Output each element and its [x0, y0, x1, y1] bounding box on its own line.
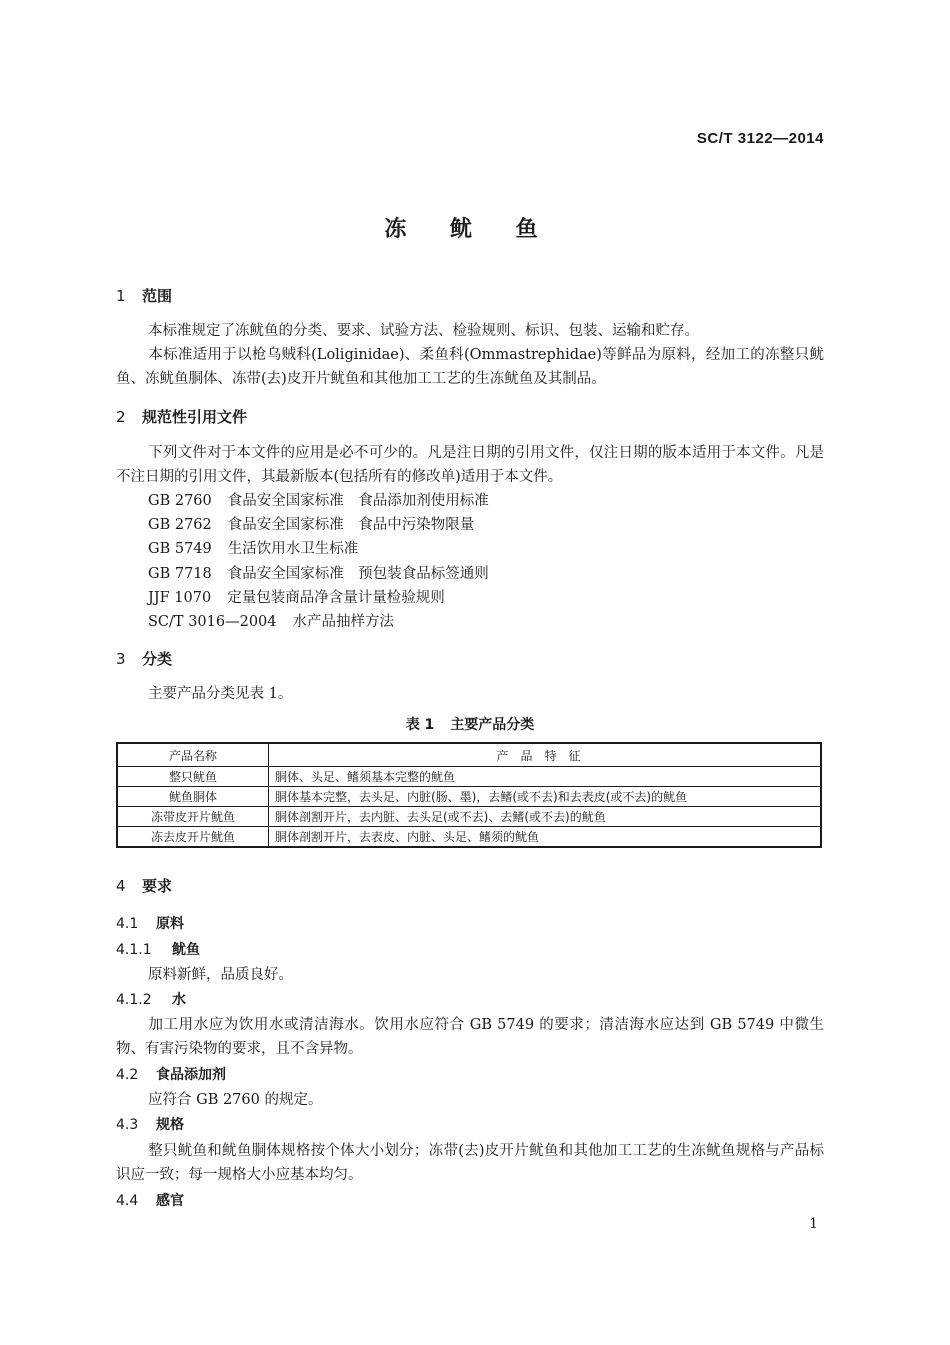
column-header-name: 产品名称	[117, 743, 269, 767]
section-number: 1	[116, 287, 126, 305]
section-4-1-1-heading	[116, 939, 200, 959]
section-number: 4	[116, 877, 126, 895]
product-feature-cell: 胴体剖割开片，去内脏、去头足(或不去)、去鳍(或不去)的鱿鱼	[269, 807, 822, 827]
section-title: 食品添加剂	[156, 1067, 226, 1083]
document-title: 冻 鱿 鱼	[384, 217, 556, 242]
section-1-heading	[116, 285, 172, 306]
section-title: 分类	[142, 650, 173, 668]
reference-item: JJF 1070 定量包装商品净含量计量检验规则	[148, 590, 445, 606]
section-4-heading	[116, 875, 172, 896]
section-title: 要求	[142, 877, 173, 895]
reference-item: SC/T 3016—2004 水产品抽样方法	[148, 614, 394, 630]
table-header-row	[117, 743, 821, 767]
section-number: 3	[116, 650, 126, 668]
column-header-feature: 产品特征	[269, 743, 822, 767]
section-1-paragraph-2: 本标准适用于以枪乌贼科(Loliginidae)、柔鱼科(Ommastrephidae)等鲜品为原料，经加工的冻整只鱿鱼、冻鱿鱼胴体、冻带(去)皮开片鱿鱼和其他加工工艺的生冻鱿鱼及其制品。	[116, 347, 824, 387]
product-feature-cell: 胴体基本完整，去头足、内脏(肠、墨)，去鳍(或不去)和去表皮(或不去)的鱿鱼	[269, 787, 822, 807]
section-title: 水	[172, 992, 186, 1008]
section-1-paragraph-1: 本标准规定了冻鱿鱼的分类、要求、试验方法、检验规则、标识、包装、运输和贮存。	[148, 323, 699, 339]
table-1-caption	[0, 714, 940, 734]
reference-item: GB 7718 食品安全国家标准 预包装食品标签通则	[148, 566, 489, 582]
section-3-heading	[116, 648, 172, 669]
section-4-2-heading	[116, 1064, 226, 1084]
section-title: 规范性引用文件	[142, 408, 248, 426]
product-classification-table	[116, 742, 822, 848]
page-number: 1	[809, 1216, 818, 1232]
section-title: 范围	[142, 287, 173, 305]
section-3-paragraph-1: 主要产品分类见表 1。	[148, 686, 293, 702]
product-feature-cell: 胴体、头足、鳍须基本完整的鱿鱼	[269, 767, 822, 787]
section-title: 感官	[156, 1193, 184, 1209]
product-feature-cell: 胴体剖割开片，去表皮、内脏、头足、鳍须的鱿鱼	[269, 827, 822, 848]
reference-item: GB 5749 生活饮用水卫生标准	[148, 541, 359, 557]
reference-item: GB 2762 食品安全国家标准 食品中污染物限量	[148, 517, 475, 533]
table-title: 主要产品分类	[450, 717, 535, 733]
section-title: 规格	[156, 1117, 184, 1133]
section-2-heading	[116, 406, 247, 427]
product-name-cell: 冻带皮开片鱿鱼	[117, 807, 269, 827]
section-number: 4.2	[116, 1067, 139, 1083]
section-4-1-2-heading	[116, 989, 186, 1009]
table-row	[117, 827, 821, 848]
product-name-cell: 整只鱿鱼	[117, 767, 269, 787]
standard-code: SC/T 3122—2014	[696, 130, 824, 147]
section-number: 4.1	[116, 916, 139, 932]
section-4-4-heading	[116, 1190, 184, 1210]
section-number: 4.4	[116, 1193, 139, 1209]
section-title: 原料	[156, 916, 184, 932]
section-number: 4.1.2	[116, 992, 152, 1008]
section-4-3-heading	[116, 1114, 184, 1134]
section-number: 4.1.1	[116, 942, 152, 958]
table-row	[117, 767, 821, 787]
reference-item: GB 2760 食品安全国家标准 食品添加剂使用标准	[148, 493, 489, 509]
table-row	[117, 787, 821, 807]
section-2-paragraph-1: 下列文件对于本文件的应用是必不可少的。凡是注日期的引用文件，仅注日期的版本适用于本文件。凡是不注日期的引用文件，其最新版本(包括所有的修改单)适用于本文件。	[116, 445, 824, 485]
product-name-cell: 冻去皮开片鱿鱼	[117, 827, 269, 848]
section-4-1-2-paragraph: 加工用水应为饮用水或清洁海水。饮用水应符合 GB 5749 的要求；清洁海水应达到 GB 5749 中微生物、有害污染物的要求，且不含异物。	[116, 1017, 824, 1057]
product-name-cell: 鱿鱼胴体	[117, 787, 269, 807]
section-number: 2	[116, 408, 126, 426]
section-4-3-paragraph: 整只鱿鱼和鱿鱼胴体规格按个体大小划分；冻带(去)皮开片鱿鱼和其他加工工艺的生冻鱿鱼规格与产品标识应一致；每一规格大小应基本均匀。	[116, 1143, 824, 1183]
section-number: 4.3	[116, 1117, 139, 1133]
section-4-1-1-paragraph: 原料新鲜，品质良好。	[148, 967, 293, 983]
section-4-2-paragraph: 应符合 GB 2760 的规定。	[148, 1092, 323, 1108]
section-4-1-heading	[116, 913, 184, 933]
table-row	[117, 807, 821, 827]
table-label: 表 1	[405, 717, 435, 733]
section-title: 鱿鱼	[172, 942, 200, 958]
